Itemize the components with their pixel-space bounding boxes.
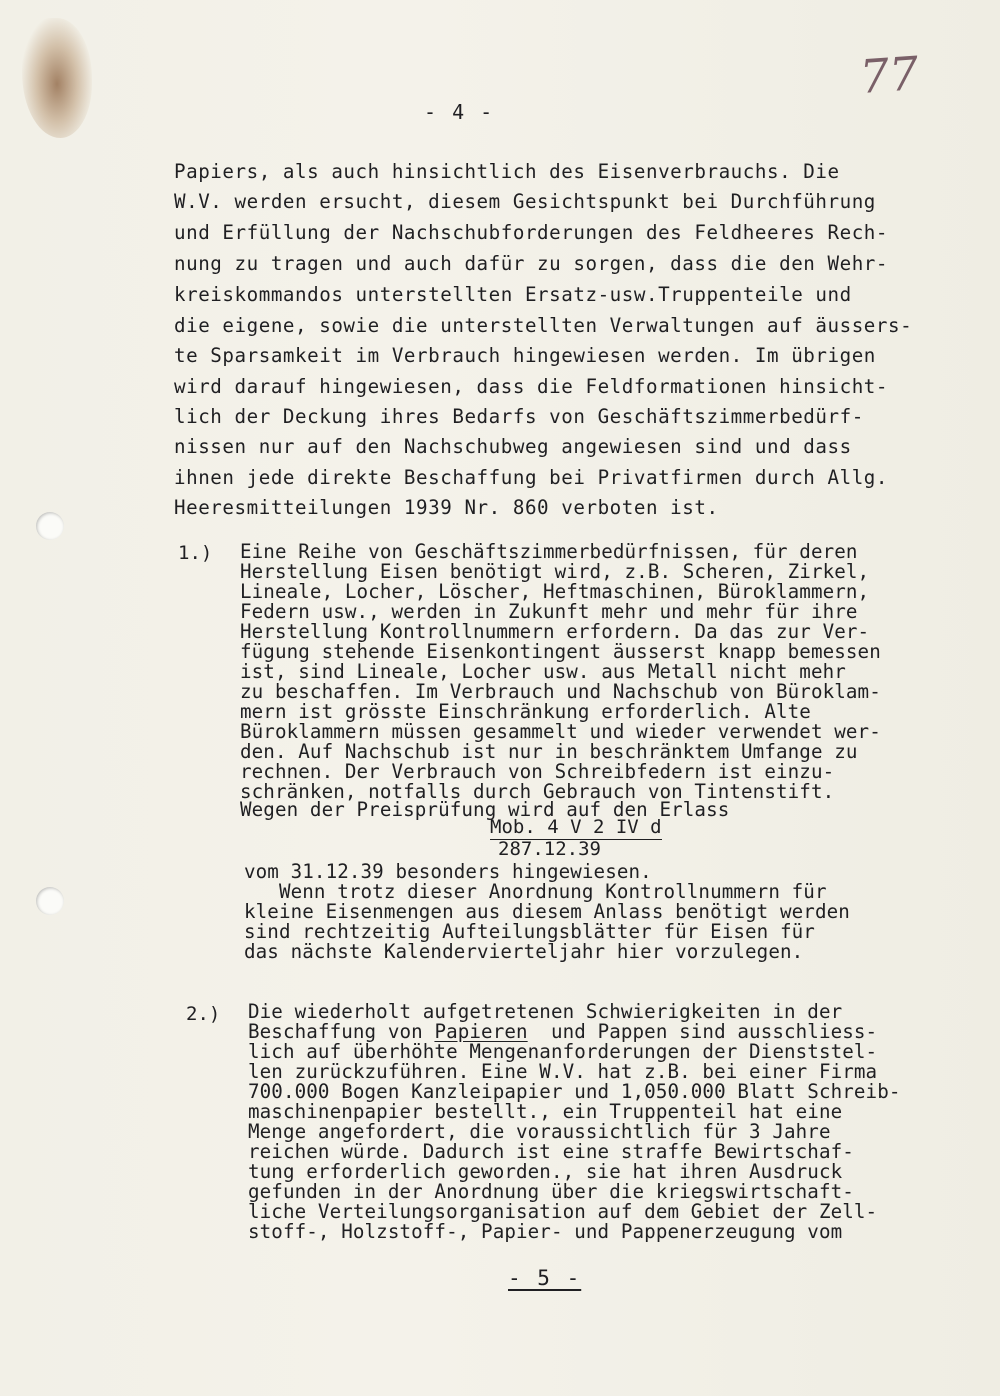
punch-hole-icon <box>36 512 64 540</box>
text-line: Menge angefordert, die voraussichtlich für 3 Jahre <box>248 1120 831 1143</box>
text-line: vom 31.12.39 besonders hingewiesen. <box>244 860 652 883</box>
text-line: nissen nur auf den Nachschubweg angewiesen sind und dass <box>174 435 852 458</box>
text-line: Büroklammern müssen gesammelt und wieder verwendet wer- <box>240 720 881 743</box>
text-line: mern ist grösste Einschränkung erforderlich. Alte <box>240 700 811 723</box>
reference-date: 287.12.39 <box>498 838 601 860</box>
text-line: 700.000 Bogen Kanzleipapier und 1,050.000 Blatt Schreib- <box>248 1080 901 1103</box>
text-line: rechnen. Der Verbrauch von Schreibfedern ist einzu- <box>240 760 835 783</box>
text-line: Papiers, als auch hinsichtlich des Eisenverbrauchs. Die <box>174 160 840 183</box>
text-line: kleine Eisenmengen aus diesem Anlass benötigt werden <box>244 900 850 923</box>
text-line: ist, sind Lineale, Locher usw. aus Metall nicht mehr <box>240 660 846 683</box>
text-line: Wenn trotz dieser Anordnung Kontrollnummern für <box>244 880 827 903</box>
text-line: Wegen der Preisprüfung wird auf den Erlass <box>240 798 730 821</box>
text-line: das nächste Kalendervierteljahr hier vorzulegen. <box>244 940 804 963</box>
underlined-word: Papieren <box>434 1020 528 1043</box>
text-line: kreiskommandos unterstellten Ersatz-usw.Truppenteile und <box>174 283 852 306</box>
text-line: die eigene, sowie die unterstellten Verwaltungen auf äussers- <box>174 314 913 337</box>
section-number: 1.) <box>178 542 213 564</box>
text-line: W.V. werden ersucht, diesem Gesichtspunkt bei Durchführung <box>174 190 876 213</box>
text-line: wird darauf hingewiesen, dass die Feldformationen hinsicht- <box>174 375 889 398</box>
next-page-marker: - 5 - <box>508 1266 582 1290</box>
text-line: und Erfüllung der Nachschubforderungen des Feldheeres Rech- <box>174 221 889 244</box>
text-line: Lineale, Locher, Löscher, Heftmaschinen, Büroklammern, <box>240 580 870 603</box>
punch-hole-icon <box>36 887 64 915</box>
text-line: Die wiederholt aufgetretenen Schwierigkeiten in der <box>248 1000 843 1023</box>
text-line: te Sparsamkeit im Verbrauch hingewiesen werden. Im übrigen <box>174 344 876 367</box>
text-line: len zurückzuführen. Eine W.V. hat z.B. bei einer Firma <box>248 1060 878 1083</box>
text-line: ihnen jede direkte Beschaffung bei Privatfirmen durch Allg. <box>174 466 889 489</box>
burn-mark <box>22 18 92 138</box>
text-line: zu beschaffen. Im Verbrauch und Nachschub von Büroklam- <box>240 680 881 703</box>
text-segment: und Pappen sind ausschliess- <box>527 1020 878 1043</box>
text-line: lich der Deckung ihres Bedarfs von Geschäftszimmerbedürf- <box>174 405 864 428</box>
text-line: Heeresmitteilungen 1939 Nr. 860 verboten ist. <box>174 496 719 519</box>
text-line: liche Verteilungsorganisation auf dem Gebiet der Zell- <box>248 1200 878 1223</box>
text-line: sind rechtzeitig Aufteilungsblätter für Eisen für <box>244 920 815 943</box>
text-line: Federn usw., werden in Zukunft mehr und mehr für ihre <box>240 600 858 623</box>
section-number: 2.) <box>186 1003 221 1025</box>
reference-number: Mob. 4 V 2 IV d <box>490 816 662 838</box>
text-segment: Beschaffung von <box>248 1020 435 1043</box>
handwritten-annotation: 77 <box>858 46 921 104</box>
text-line: lich auf überhöhte Mengenanforderungen der Dienststel- <box>248 1040 878 1063</box>
text-line: gefunden in der Anordnung über die kriegswirtschaft- <box>248 1180 854 1203</box>
text-line: tung erforderlich geworden., sie hat ihren Ausdruck <box>248 1160 843 1183</box>
text-line: reichen würde. Dadurch ist eine straffe Bewirtschaf- <box>248 1140 854 1163</box>
text-line: maschinenpapier bestellt., ein Truppenteil hat eine <box>248 1100 843 1123</box>
text-line: fügung stehende Eisenkontingent äusserst knapp bemessen <box>240 640 881 663</box>
text-line: Eine Reihe von Geschäftszimmerbedürfnissen, für deren <box>240 540 858 563</box>
text-line: stoff-, Holzstoff-, Papier- und Pappenerzeugung vom <box>248 1220 843 1243</box>
text-line: Herstellung Kontrollnummern erfordern. Da das zur Ver- <box>240 620 870 643</box>
text-line: schränken, notfalls durch Gebrauch von Tintenstift. <box>240 780 835 803</box>
page-number: - 4 - <box>424 100 495 124</box>
text-line: Herstellung Eisen benötigt wird, z.B. Scheren, Zirkel, <box>240 560 870 583</box>
text-line: den. Auf Nachschub ist nur in beschränktem Umfange zu <box>240 740 858 763</box>
text-line: nung zu tragen und auch dafür zu sorgen, dass die den Wehr- <box>174 252 889 275</box>
